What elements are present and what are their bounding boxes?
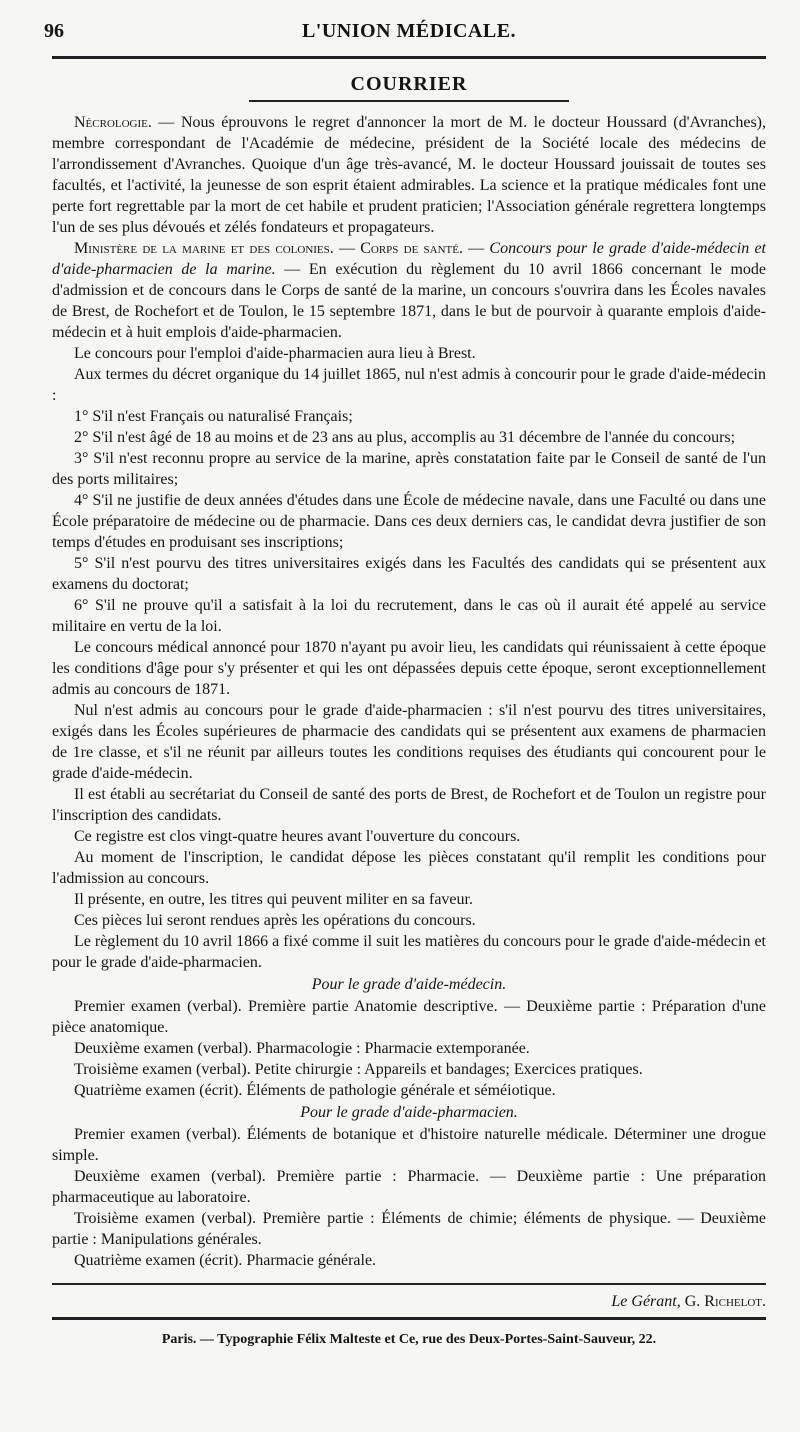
section-rule	[249, 100, 569, 102]
subheading-aide-pharmacien: Pour le grade d'aide-pharmacien.	[300, 1104, 518, 1121]
subheading-aide-medecin: Pour le grade d'aide-médecin.	[311, 976, 507, 993]
paragraph: Ces pièces lui seront rendues après les opérations du concours.	[74, 912, 476, 929]
exam-item: Troisième examen (verbal). Petite chirurgie : Appareils et bandages; Exercices pratiques.	[74, 1061, 643, 1078]
journal-title: L'UNION MÉDICALE.	[301, 20, 517, 42]
exam-item: Quatrième examen (écrit). Éléments de pathologie générale et séméiotique.	[74, 1082, 556, 1099]
paragraph: Il est établi au secrétariat du Conseil de santé des ports de Brest, de Rochefort et de Toulon un registre pour l'inscription des candidats.	[52, 786, 766, 824]
condition-item: 3° S'il n'est reconnu propre au service de la marine, après constatation faite par le Conseil de santé de l'un des ports militaires;	[52, 450, 766, 488]
page-number: 96	[44, 20, 64, 42]
header-rule	[52, 56, 766, 59]
paragraph-ministere	[52, 238, 766, 343]
paragraph: Au moment de l'inscription, le candidat dépose les pièces constatant qu'il remplit les conditions pour l'admission au concours.	[52, 849, 766, 887]
signature	[52, 1293, 766, 1311]
ministere-sep: —	[462, 240, 490, 257]
exam-item: Deuxième examen (verbal). Pharmacologie : Pharmacie extemporanée.	[74, 1040, 530, 1057]
exam-item: Deuxième examen (verbal). Première partie : Pharmacie. — Deuxième partie : Une préparation pharmaceutique au laboratoire.	[52, 1168, 766, 1206]
exam-item: Premier examen (verbal). Éléments de botanique et d'histoire naturelle médicale. Déterminer une drogue simple.	[52, 1126, 766, 1164]
paragraph: Le règlement du 10 avril 1866 a fixé comme il suit les matières du concours pour le grade d'aide-médecin et pour le grade d'aide-pharmacien.	[52, 933, 766, 971]
paragraph: Ce registre est clos vingt-quatre heures avant l'ouverture du concours.	[74, 828, 521, 845]
ministere-label: Ministère de la marine et des colonies. — Corps de santé.	[74, 240, 463, 257]
exam-item: Quatrième examen (écrit). Pharmacie générale.	[74, 1252, 377, 1269]
paragraph: Le concours médical annoncé pour 1870 n'ayant pu avoir lieu, les candidats qui réunissaient à cette époque les conditions d'âge pour s'y présenter et qui les ont dépassées depuis cette époque, seront exceptionnellement admis au concours de 1871.	[52, 639, 766, 698]
ministere-text: — En exécution du règlement du 10 avril 1866 concernant le mode d'admission et de concours dans le Corps de santé de la marine, un concours s'ouvrira dans les Écoles navales de Brest, de Rochefort et de Toulon, le 15 septembre 1871, dans le but de pourvoir à quarante emplois d'aide-médecin et à huit emplois d'aide-pharmacien.	[52, 261, 766, 341]
necrologie-text: — Nous éprouvons le regret d'annoncer la mort de M. le docteur Houssard (d'Avranches), membre correspondant de l'Académie de médecine, président de la Société locale des médecins de l'arrondissement d'Avranches. Quoique d'un âge très-avancé, M. le docteur Houssard jouissait de toutes ses facultés, et l'activité, la jeunesse de son esprit étaient admirables. La science et la pratique médicales font une perte fort regrettable par la mort de cet habile et prudent praticien; l'Association générale regrettera longtemps l'un de ses plus dévoués et zélés fondateurs et propagateurs.	[52, 114, 766, 236]
paragraph: Le concours pour l'emploi d'aide-pharmacien aura lieu à Brest.	[74, 345, 476, 362]
necrologie-label: Nécrologie.	[74, 114, 152, 131]
ministere-italic: Concours pour le grade d'aide-médecin et d'aide-pharmacien de la marine.	[52, 240, 766, 278]
paragraph: Il présente, en outre, les titres qui peuvent militer en sa faveur.	[74, 891, 473, 908]
paragraph: Aux termes du décret organique du 14 juillet 1865, nul n'est admis à concourir pour le grade d'aide-médecin :	[52, 366, 766, 404]
paragraph: Nul n'est admis au concours pour le grade d'aide-pharmacien : s'il n'est pourvu des titres universitaires, exigés dans les Écoles supérieures de pharmacie des candidats qui se présentent aux examens de pharmacien de 1re classe, et s'il ne réunit par ailleurs toutes les conditions requises des étudiants qui concourent pour le grade d'aide-médecin.	[52, 702, 766, 782]
section-title: COURRIER	[350, 73, 468, 95]
condition-item: 5° S'il n'est pourvu des titres universitaires exigés dans les Facultés des candidats qui se présentent aux examens du doctorat;	[52, 555, 766, 593]
printer-imprint: Paris. — Typographie Félix Malteste et Ce, rue des Deux-Portes-Saint-Sauveur, 22.	[161, 1332, 657, 1347]
condition-item: 1° S'il n'est Français ou naturalisé Français;	[74, 408, 353, 425]
condition-item: 4° S'il ne justifie de deux années d'études dans une École de médecine navale, dans une Faculté ou dans une École préparatoire de médecine ou de pharmacie. Dans ces deux derniers cas, le candidat devra justifier de son temps d'études en produisant ses inscriptions;	[52, 492, 766, 551]
signature-name: G. Richelot.	[684, 1293, 766, 1310]
condition-item: 6° S'il ne prouve qu'il a satisfait à la loi du recrutement, dans le cas où il aurait été appelé au service militaire en vertu de la loi.	[52, 597, 766, 635]
condition-item: 2° S'il n'est âgé de 18 au moins et de 23 ans au plus, accomplis au 31 décembre de l'année du concours;	[74, 429, 736, 446]
running-head	[44, 0, 766, 56]
exam-item: Troisième examen (verbal). Première partie : Éléments de chimie; éléments de physique. — Deuxième partie : Manipulations générales.	[52, 1210, 766, 1248]
imprint-rule	[52, 1317, 766, 1320]
exam-item: Premier examen (verbal). Première partie Anatomie descriptive. — Deuxième partie : Préparation d'une pièce anatomique.	[52, 998, 766, 1036]
signature-role: Le Gérant,	[611, 1293, 681, 1310]
paragraph-necrologie	[52, 112, 766, 238]
footer-rule	[52, 1283, 766, 1285]
